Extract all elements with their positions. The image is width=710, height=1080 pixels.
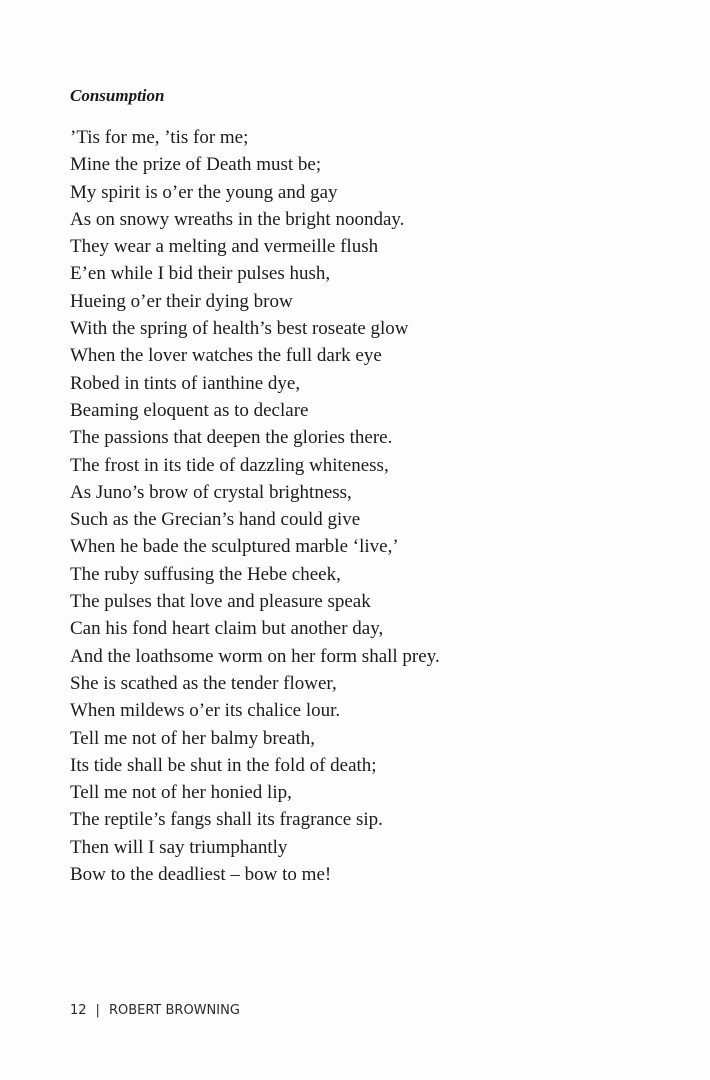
- poem-line: The passions that deepen the glories there.: [70, 427, 393, 449]
- poem-line: Such as the Grecian’s hand could give: [70, 509, 361, 531]
- poem-line: The ruby suffusing the Hebe cheek,: [70, 563, 341, 585]
- poem-line: Robed in tints of ianthine dye,: [70, 372, 301, 394]
- poem-line: When the lover watches the full dark eye: [70, 345, 382, 367]
- poem-line: As on snowy wreaths in the bright noonday.: [70, 208, 405, 230]
- poem-line: With the spring of health’s best roseate glow: [70, 318, 409, 340]
- poem-line: The reptile’s fangs shall its fragrance sip.: [70, 809, 383, 831]
- poem-line: Tell me not of her balmy breath,: [70, 727, 316, 749]
- poem-line: Then will I say triumphantly: [70, 836, 288, 858]
- running-footer: [70, 1002, 240, 1020]
- poem-body: [70, 124, 440, 888]
- poem-line: When he bade the sculptured marble ‘live,’: [70, 536, 399, 558]
- poem-line: And the loathsome worm on her form shall prey.: [70, 645, 440, 667]
- poem-line: E’en while I bid their pulses hush,: [70, 263, 331, 285]
- poem-line: Tell me not of her honied lip,: [70, 782, 292, 804]
- page-number: 12: [70, 1003, 87, 1018]
- poem-line: ’Tis for me, ’tis for me;: [70, 127, 249, 148]
- poem-line: Mine the prize of Death must be;: [70, 154, 322, 176]
- poem-line: My spirit is o’er the young and gay: [70, 181, 338, 203]
- running-footer-author: ROBERT BROWNING: [108, 1003, 240, 1018]
- poem-line: Its tide shall be shut in the fold of death;: [70, 754, 377, 776]
- footer-separator: |: [95, 1003, 100, 1018]
- poem-line: As Juno’s brow of crystal brightness,: [70, 481, 352, 503]
- poem-line: The frost in its tide of dazzling whiteness,: [70, 454, 389, 476]
- poem-line: Beaming eloquent as to declare: [70, 399, 309, 421]
- poem-line: They wear a melting and vermeille flush: [70, 236, 379, 258]
- poem-line: Bow to the deadliest – bow to me!: [70, 864, 332, 886]
- poem-line: She is scathed as the tender flower,: [70, 672, 337, 694]
- poem-line: Can his fond heart claim but another day,: [70, 618, 384, 640]
- poem-line: When mildews o’er its chalice lour.: [70, 700, 341, 722]
- poem-line: The pulses that love and pleasure speak: [70, 591, 371, 613]
- poem-line: Hueing o’er their dying brow: [70, 290, 293, 312]
- poem-title: Consumption: [70, 86, 165, 105]
